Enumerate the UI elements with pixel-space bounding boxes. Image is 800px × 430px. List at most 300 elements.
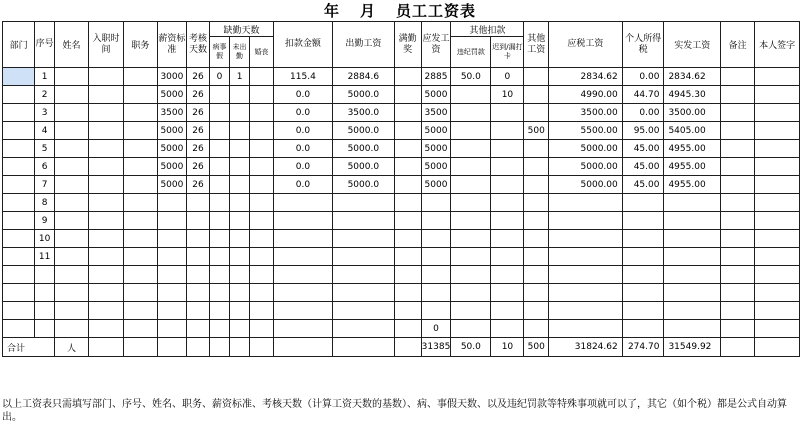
cell-full-bonus[interactable] xyxy=(394,248,421,266)
cell-payable[interactable] xyxy=(421,212,451,230)
cell-deduction[interactable]: 0.0 xyxy=(273,104,332,122)
cell-salary-std[interactable]: 5000 xyxy=(158,86,187,104)
cell-seq[interactable]: 10 xyxy=(35,230,55,248)
cell-income-tax[interactable]: 45.00 xyxy=(622,140,664,158)
cell-signature[interactable] xyxy=(755,194,800,212)
cell-full-bonus[interactable] xyxy=(394,284,421,302)
cell-marriage-leave[interactable] xyxy=(250,122,273,140)
cell-no-show[interactable] xyxy=(229,194,250,212)
cell-remark[interactable] xyxy=(721,68,755,86)
cell-income-tax[interactable] xyxy=(622,230,664,248)
cell-name[interactable] xyxy=(54,140,88,158)
cell-position[interactable] xyxy=(123,302,157,320)
cell-deduction[interactable] xyxy=(273,284,332,302)
cell-deduction[interactable]: 0.0 xyxy=(273,158,332,176)
cell-name[interactable] xyxy=(54,122,88,140)
cell-name[interactable] xyxy=(54,104,88,122)
cell-late-card[interactable] xyxy=(491,140,524,158)
cell-hire-date[interactable] xyxy=(89,68,124,86)
cell-attendance-pay[interactable] xyxy=(333,194,394,212)
cell-taxable[interactable]: 2834.62 xyxy=(549,68,623,86)
cell-other-pay[interactable] xyxy=(524,158,549,176)
cell-marriage-leave[interactable] xyxy=(250,302,273,320)
cell-empty[interactable] xyxy=(250,338,273,357)
cell-remark[interactable] xyxy=(721,122,755,140)
cell-position[interactable] xyxy=(123,266,157,284)
cell-full-bonus[interactable] xyxy=(394,212,421,230)
cell-position[interactable] xyxy=(123,86,157,104)
cell-late-card[interactable] xyxy=(491,194,524,212)
cell-assess-days[interactable] xyxy=(186,194,209,212)
cell-sick-leave[interactable] xyxy=(210,248,230,266)
cell-full-bonus[interactable] xyxy=(394,176,421,194)
cell-dept[interactable] xyxy=(3,230,35,248)
cell-no-show[interactable] xyxy=(229,158,250,176)
cell-payable[interactable] xyxy=(421,284,451,302)
cell-income-tax[interactable]: 0.00 xyxy=(622,104,664,122)
cell-full-bonus[interactable] xyxy=(394,140,421,158)
cell-assess-days[interactable] xyxy=(186,230,209,248)
cell-income-tax[interactable] xyxy=(622,248,664,266)
cell-marriage-leave[interactable] xyxy=(250,194,273,212)
cell-payable[interactable]: 0 xyxy=(421,320,451,338)
cell-no-show[interactable] xyxy=(229,86,250,104)
cell-taxable[interactable] xyxy=(549,266,623,284)
cell-hire-date[interactable] xyxy=(89,212,124,230)
cell-hire-date[interactable] xyxy=(89,248,124,266)
cell-violation-fine[interactable] xyxy=(451,320,491,338)
cell-position[interactable] xyxy=(123,230,157,248)
cell-income-tax[interactable]: 0.00 xyxy=(622,68,664,86)
cell-position[interactable] xyxy=(123,104,157,122)
cell-income-tax[interactable] xyxy=(622,320,664,338)
cell-net-pay[interactable] xyxy=(664,266,721,284)
cell-deduction[interactable] xyxy=(273,248,332,266)
cell-salary-std[interactable]: 3000 xyxy=(158,68,187,86)
cell-no-show[interactable] xyxy=(229,122,250,140)
cell-assess-days[interactable]: 26 xyxy=(186,86,209,104)
cell-income-tax[interactable]: 44.70 xyxy=(622,86,664,104)
cell-payable[interactable]: 5000 xyxy=(421,86,451,104)
cell-attendance-pay[interactable]: 2884.6 xyxy=(333,68,394,86)
cell-position[interactable] xyxy=(123,248,157,266)
cell-deduction[interactable] xyxy=(273,194,332,212)
cell-other-pay[interactable] xyxy=(524,194,549,212)
cell-other-pay[interactable] xyxy=(524,212,549,230)
cell-late-card[interactable] xyxy=(491,302,524,320)
cell-net-pay[interactable] xyxy=(664,212,721,230)
cell-attendance-pay[interactable]: 5000.0 xyxy=(333,140,394,158)
cell-other-pay[interactable] xyxy=(524,230,549,248)
cell-hire-date[interactable] xyxy=(89,194,124,212)
cell-net-pay[interactable] xyxy=(664,284,721,302)
cell-taxable[interactable] xyxy=(549,284,623,302)
cell-violation-fine[interactable] xyxy=(451,104,491,122)
cell-salary-std[interactable] xyxy=(158,194,187,212)
cell-net-pay[interactable] xyxy=(664,248,721,266)
cell-hire-date[interactable] xyxy=(89,158,124,176)
cell-taxable[interactable]: 5500.00 xyxy=(549,122,623,140)
cell-seq[interactable]: 1 xyxy=(35,68,55,86)
cell-late-card[interactable] xyxy=(491,320,524,338)
cell-salary-std[interactable] xyxy=(158,230,187,248)
cell-marriage-leave[interactable] xyxy=(250,176,273,194)
cell-net-pay[interactable]: 5405.00 xyxy=(664,122,721,140)
cell-hire-date[interactable] xyxy=(89,86,124,104)
cell-no-show[interactable] xyxy=(229,104,250,122)
cell-income-tax[interactable] xyxy=(622,194,664,212)
cell-other-pay[interactable] xyxy=(524,176,549,194)
cell-signature[interactable] xyxy=(755,212,800,230)
cell-name[interactable] xyxy=(54,176,88,194)
cell-income-tax[interactable]: 45.00 xyxy=(622,176,664,194)
cell-other-pay[interactable] xyxy=(524,266,549,284)
cell-violation-fine[interactable] xyxy=(451,158,491,176)
cell-remark[interactable] xyxy=(721,158,755,176)
cell-salary-std[interactable] xyxy=(158,248,187,266)
totals-violation-fine[interactable]: 50.0 xyxy=(451,338,491,357)
cell-full-bonus[interactable] xyxy=(394,230,421,248)
cell-violation-fine[interactable] xyxy=(451,302,491,320)
cell-empty[interactable] xyxy=(755,338,800,357)
cell-signature[interactable] xyxy=(755,158,800,176)
totals-income-tax[interactable]: 274.70 xyxy=(622,338,664,357)
cell-hire-date[interactable] xyxy=(89,284,124,302)
cell-sick-leave[interactable] xyxy=(210,158,230,176)
cell-salary-std[interactable]: 5000 xyxy=(158,158,187,176)
cell-signature[interactable] xyxy=(755,284,800,302)
cell-name[interactable] xyxy=(54,194,88,212)
cell-deduction[interactable]: 0.0 xyxy=(273,86,332,104)
cell-income-tax[interactable] xyxy=(622,284,664,302)
cell-empty[interactable] xyxy=(89,338,124,357)
cell-assess-days[interactable] xyxy=(186,248,209,266)
cell-salary-std[interactable] xyxy=(158,320,187,338)
cell-empty[interactable] xyxy=(186,338,209,357)
cell-signature[interactable] xyxy=(755,248,800,266)
cell-payable[interactable] xyxy=(421,302,451,320)
cell-payable[interactable]: 5000 xyxy=(421,176,451,194)
cell-other-pay[interactable] xyxy=(524,86,549,104)
cell-no-show[interactable] xyxy=(229,248,250,266)
cell-position[interactable] xyxy=(123,176,157,194)
totals-late-card[interactable]: 10 xyxy=(491,338,524,357)
cell-deduction[interactable]: 0.0 xyxy=(273,176,332,194)
cell-seq[interactable]: 6 xyxy=(35,158,55,176)
cell-remark[interactable] xyxy=(721,140,755,158)
cell-income-tax[interactable] xyxy=(622,266,664,284)
cell-assess-days[interactable]: 26 xyxy=(186,158,209,176)
cell-name[interactable] xyxy=(54,284,88,302)
cell-assess-days[interactable]: 26 xyxy=(186,122,209,140)
cell-late-card[interactable] xyxy=(491,158,524,176)
cell-seq[interactable]: 2 xyxy=(35,86,55,104)
cell-taxable[interactable] xyxy=(549,302,623,320)
cell-signature[interactable] xyxy=(755,302,800,320)
cell-salary-std[interactable] xyxy=(158,302,187,320)
cell-marriage-leave[interactable] xyxy=(250,140,273,158)
cell-other-pay[interactable] xyxy=(524,68,549,86)
cell-marriage-leave[interactable] xyxy=(250,284,273,302)
cell-full-bonus[interactable] xyxy=(394,86,421,104)
cell-assess-days[interactable]: 26 xyxy=(186,68,209,86)
cell-salary-std[interactable] xyxy=(158,284,187,302)
cell-late-card[interactable] xyxy=(491,266,524,284)
cell-dept[interactable] xyxy=(3,194,35,212)
cell-deduction[interactable] xyxy=(273,302,332,320)
cell-deduction[interactable]: 0.0 xyxy=(273,140,332,158)
cell-violation-fine[interactable] xyxy=(451,176,491,194)
cell-position[interactable] xyxy=(123,194,157,212)
cell-attendance-pay[interactable]: 5000.0 xyxy=(333,86,394,104)
cell-payable[interactable]: 3500 xyxy=(421,104,451,122)
cell-full-bonus[interactable] xyxy=(394,122,421,140)
cell-position[interactable] xyxy=(123,320,157,338)
cell-full-bonus[interactable] xyxy=(394,158,421,176)
cell-dept[interactable] xyxy=(3,302,35,320)
cell-signature[interactable] xyxy=(755,86,800,104)
cell-signature[interactable] xyxy=(755,68,800,86)
cell-empty[interactable] xyxy=(210,338,230,357)
cell-signature[interactable] xyxy=(755,176,800,194)
cell-late-card[interactable] xyxy=(491,212,524,230)
cell-taxable[interactable]: 5000.00 xyxy=(549,176,623,194)
cell-attendance-pay[interactable] xyxy=(333,230,394,248)
cell-late-card[interactable] xyxy=(491,122,524,140)
cell-assess-days[interactable] xyxy=(186,212,209,230)
cell-salary-std[interactable]: 5000 xyxy=(158,122,187,140)
cell-remark[interactable] xyxy=(721,266,755,284)
cell-late-card[interactable]: 0 xyxy=(491,68,524,86)
cell-signature[interactable] xyxy=(755,122,800,140)
cell-marriage-leave[interactable] xyxy=(250,266,273,284)
cell-late-card[interactable]: 10 xyxy=(491,86,524,104)
cell-sick-leave[interactable] xyxy=(210,140,230,158)
cell-other-pay[interactable]: 500 xyxy=(524,122,549,140)
cell-net-pay[interactable]: 2834.62 xyxy=(664,68,721,86)
cell-remark[interactable] xyxy=(721,248,755,266)
cell-taxable[interactable] xyxy=(549,194,623,212)
cell-sick-leave[interactable] xyxy=(210,230,230,248)
cell-full-bonus[interactable] xyxy=(394,194,421,212)
cell-violation-fine[interactable] xyxy=(451,284,491,302)
cell-taxable[interactable] xyxy=(549,212,623,230)
cell-taxable[interactable]: 3500.00 xyxy=(549,104,623,122)
cell-attendance-pay[interactable] xyxy=(333,212,394,230)
cell-attendance-pay[interactable] xyxy=(333,248,394,266)
cell-seq[interactable] xyxy=(35,302,55,320)
cell-deduction[interactable]: 115.4 xyxy=(273,68,332,86)
cell-marriage-leave[interactable] xyxy=(250,320,273,338)
cell-income-tax[interactable]: 45.00 xyxy=(622,158,664,176)
cell-violation-fine[interactable] xyxy=(451,122,491,140)
cell-violation-fine[interactable] xyxy=(451,194,491,212)
totals-label[interactable]: 合计 xyxy=(3,338,55,357)
cell-payable[interactable] xyxy=(421,266,451,284)
cell-dept[interactable] xyxy=(3,176,35,194)
cell-full-bonus[interactable] xyxy=(394,302,421,320)
cell-sick-leave[interactable] xyxy=(210,320,230,338)
cell-sick-leave[interactable]: 0 xyxy=(210,68,230,86)
cell-position[interactable] xyxy=(123,68,157,86)
cell-other-pay[interactable] xyxy=(524,104,549,122)
cell-signature[interactable] xyxy=(755,230,800,248)
cell-position[interactable] xyxy=(123,122,157,140)
cell-dept[interactable] xyxy=(3,320,35,338)
cell-name[interactable] xyxy=(54,320,88,338)
cell-dept[interactable] xyxy=(3,248,35,266)
cell-assess-days[interactable] xyxy=(186,284,209,302)
cell-payable[interactable] xyxy=(421,194,451,212)
cell-position[interactable] xyxy=(123,140,157,158)
cell-other-pay[interactable] xyxy=(524,320,549,338)
totals-count-unit[interactable]: 人 xyxy=(54,338,88,357)
cell-no-show[interactable] xyxy=(229,140,250,158)
cell-sick-leave[interactable] xyxy=(210,122,230,140)
cell-sick-leave[interactable] xyxy=(210,302,230,320)
cell-payable[interactable]: 5000 xyxy=(421,140,451,158)
cell-sick-leave[interactable] xyxy=(210,266,230,284)
cell-marriage-leave[interactable] xyxy=(250,86,273,104)
cell-payable[interactable]: 2885 xyxy=(421,68,451,86)
cell-position[interactable] xyxy=(123,158,157,176)
cell-dept[interactable] xyxy=(3,140,35,158)
cell-marriage-leave[interactable] xyxy=(250,68,273,86)
cell-empty[interactable] xyxy=(394,338,421,357)
cell-assess-days[interactable] xyxy=(186,320,209,338)
cell-income-tax[interactable] xyxy=(622,212,664,230)
cell-no-show[interactable] xyxy=(229,212,250,230)
cell-salary-std[interactable] xyxy=(158,212,187,230)
cell-assess-days[interactable] xyxy=(186,302,209,320)
cell-taxable[interactable]: 4990.00 xyxy=(549,86,623,104)
cell-dept[interactable] xyxy=(3,104,35,122)
cell-hire-date[interactable] xyxy=(89,104,124,122)
cell-remark[interactable] xyxy=(721,212,755,230)
cell-dept[interactable] xyxy=(3,284,35,302)
cell-full-bonus[interactable] xyxy=(394,320,421,338)
cell-payable[interactable] xyxy=(421,248,451,266)
cell-seq[interactable]: 4 xyxy=(35,122,55,140)
cell-assess-days[interactable]: 26 xyxy=(186,176,209,194)
cell-remark[interactable] xyxy=(721,194,755,212)
cell-attendance-pay[interactable] xyxy=(333,320,394,338)
cell-full-bonus[interactable] xyxy=(394,104,421,122)
cell-net-pay[interactable] xyxy=(664,230,721,248)
cell-deduction[interactable] xyxy=(273,212,332,230)
cell-salary-std[interactable] xyxy=(158,266,187,284)
cell-assess-days[interactable] xyxy=(186,266,209,284)
cell-empty[interactable] xyxy=(721,338,755,357)
cell-attendance-pay[interactable]: 3500.0 xyxy=(333,104,394,122)
cell-sick-leave[interactable] xyxy=(210,284,230,302)
cell-no-show[interactable] xyxy=(229,176,250,194)
cell-marriage-leave[interactable] xyxy=(250,248,273,266)
cell-empty[interactable] xyxy=(123,338,157,357)
cell-late-card[interactable] xyxy=(491,248,524,266)
cell-empty[interactable] xyxy=(229,338,250,357)
cell-marriage-leave[interactable] xyxy=(250,230,273,248)
cell-attendance-pay[interactable]: 5000.0 xyxy=(333,176,394,194)
cell-deduction[interactable]: 0.0 xyxy=(273,122,332,140)
cell-seq[interactable]: 8 xyxy=(35,194,55,212)
cell-income-tax[interactable]: 95.00 xyxy=(622,122,664,140)
cell-deduction[interactable] xyxy=(273,230,332,248)
cell-attendance-pay[interactable] xyxy=(333,302,394,320)
cell-hire-date[interactable] xyxy=(89,140,124,158)
totals-other-pay[interactable]: 500 xyxy=(524,338,549,357)
cell-other-pay[interactable] xyxy=(524,140,549,158)
cell-dept[interactable] xyxy=(3,68,35,86)
cell-payable[interactable]: 5000 xyxy=(421,158,451,176)
cell-dept[interactable] xyxy=(3,266,35,284)
cell-late-card[interactable] xyxy=(491,104,524,122)
cell-sick-leave[interactable] xyxy=(210,212,230,230)
cell-remark[interactable] xyxy=(721,284,755,302)
cell-marriage-leave[interactable] xyxy=(250,104,273,122)
cell-payable[interactable] xyxy=(421,230,451,248)
cell-assess-days[interactable]: 26 xyxy=(186,104,209,122)
cell-name[interactable] xyxy=(54,68,88,86)
cell-no-show[interactable] xyxy=(229,320,250,338)
cell-signature[interactable] xyxy=(755,266,800,284)
cell-violation-fine[interactable] xyxy=(451,86,491,104)
totals-taxable[interactable]: 31824.62 xyxy=(549,338,623,357)
cell-net-pay[interactable] xyxy=(664,302,721,320)
cell-dept[interactable] xyxy=(3,86,35,104)
cell-seq[interactable] xyxy=(35,266,55,284)
cell-no-show[interactable]: 1 xyxy=(229,68,250,86)
cell-dept[interactable] xyxy=(3,158,35,176)
cell-taxable[interactable] xyxy=(549,248,623,266)
cell-attendance-pay[interactable] xyxy=(333,284,394,302)
cell-name[interactable] xyxy=(54,302,88,320)
cell-dept[interactable] xyxy=(3,212,35,230)
cell-name[interactable] xyxy=(54,212,88,230)
cell-violation-fine[interactable] xyxy=(451,248,491,266)
cell-hire-date[interactable] xyxy=(89,122,124,140)
cell-violation-fine[interactable] xyxy=(451,230,491,248)
cell-seq[interactable] xyxy=(35,284,55,302)
cell-other-pay[interactable] xyxy=(524,248,549,266)
cell-hire-date[interactable] xyxy=(89,302,124,320)
cell-empty[interactable] xyxy=(273,338,332,357)
cell-hire-date[interactable] xyxy=(89,266,124,284)
cell-taxable[interactable] xyxy=(549,320,623,338)
cell-seq[interactable] xyxy=(35,320,55,338)
cell-remark[interactable] xyxy=(721,86,755,104)
cell-other-pay[interactable] xyxy=(524,302,549,320)
cell-violation-fine[interactable] xyxy=(451,212,491,230)
cell-signature[interactable] xyxy=(755,320,800,338)
cell-position[interactable] xyxy=(123,212,157,230)
cell-seq[interactable]: 11 xyxy=(35,248,55,266)
cell-late-card[interactable] xyxy=(491,176,524,194)
cell-empty[interactable] xyxy=(158,338,187,357)
cell-net-pay[interactable]: 3500.00 xyxy=(664,104,721,122)
cell-marriage-leave[interactable] xyxy=(250,158,273,176)
cell-hire-date[interactable] xyxy=(89,230,124,248)
cell-seq[interactable]: 7 xyxy=(35,176,55,194)
totals-payable[interactable]: 31385 xyxy=(421,338,451,357)
cell-hire-date[interactable] xyxy=(89,320,124,338)
cell-taxable[interactable] xyxy=(549,230,623,248)
cell-attendance-pay[interactable]: 5000.0 xyxy=(333,122,394,140)
cell-remark[interactable] xyxy=(721,176,755,194)
cell-net-pay[interactable] xyxy=(664,194,721,212)
cell-salary-std[interactable]: 5000 xyxy=(158,140,187,158)
cell-empty[interactable] xyxy=(333,338,394,357)
